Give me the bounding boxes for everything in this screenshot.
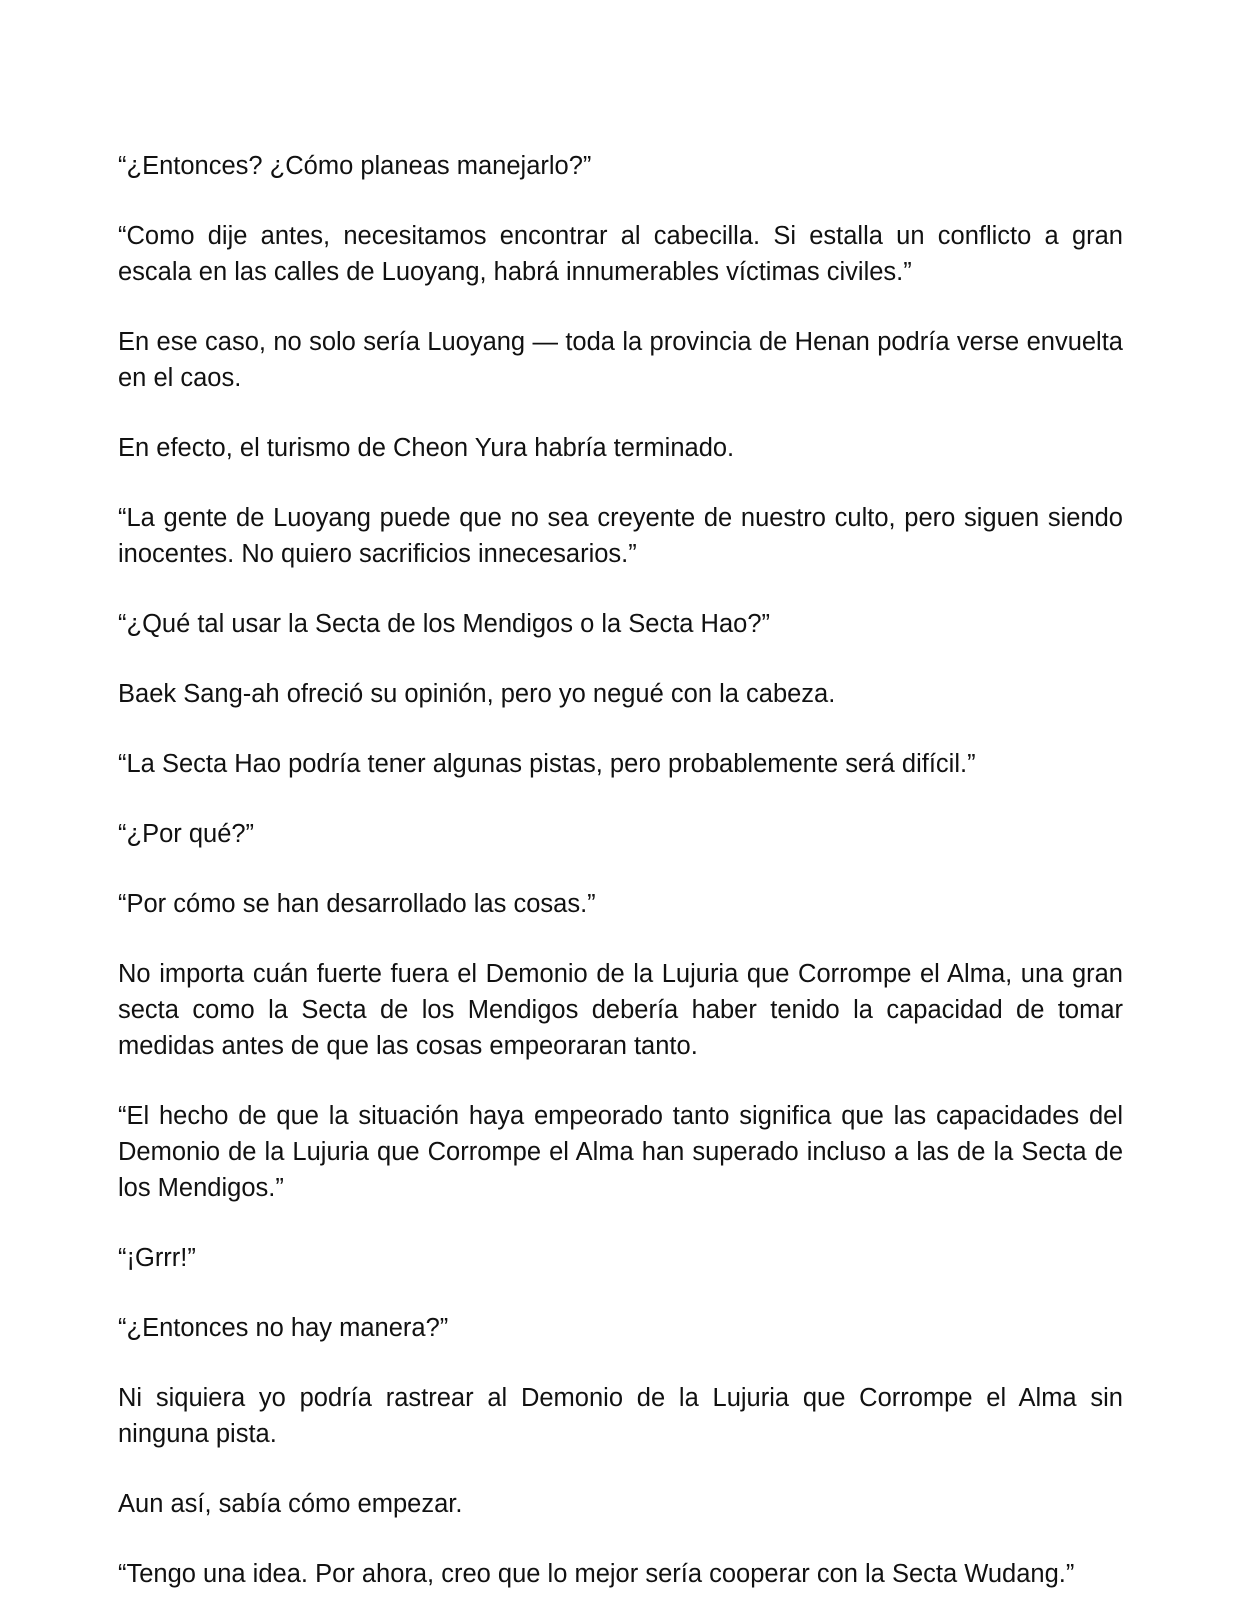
paragraph: Ni siquiera yo podría rastrear al Demonio de la Lujuria que Corrompe el Alma sin ninguna pista. [118, 1384, 1123, 1448]
paragraph: “Tengo una idea. Por ahora, creo que lo mejor sería cooperar con la Secta Wudang.” [118, 1560, 1075, 1588]
paragraph: “La Secta Hao podría tener algunas pistas, pero probablemente será difícil.” [118, 750, 976, 778]
paragraph: “La gente de Luoyang puede que no sea creyente de nuestro culto, pero siguen siendo inocentes. No quiero sacrificios innecesarios.” [118, 504, 1123, 568]
paragraph: “¿Entonces no hay manera?” [118, 1314, 449, 1342]
document-page [118, 148, 1123, 1592]
paragraph: En efecto, el turismo de Cheon Yura habría terminado. [118, 434, 735, 462]
paragraph: “Como dije antes, necesitamos encontrar al cabecilla. Si estalla un conflicto a gran escala en las calles de Luoyang, habrá innumerables víctimas civiles.” [118, 222, 1123, 286]
paragraph: “¿Por qué?” [118, 820, 255, 848]
paragraph: No importa cuán fuerte fuera el Demonio de la Lujuria que Corrompe el Alma, una gran secta como la Secta de los Mendigos debería haber tenido la capacidad de tomar medidas antes de que las cosas empeoraran tanto. [118, 960, 1123, 1060]
paragraph: “¿Qué tal usar la Secta de los Mendigos o la Secta Hao?” [118, 610, 771, 638]
paragraph: “¡Grrr!” [118, 1244, 196, 1272]
paragraph: “El hecho de que la situación haya empeorado tanto significa que las capacidades del Demonio de la Lujuria que Corrompe el Alma han superado incluso a las de la Secta de los Mendigos.” [118, 1102, 1123, 1202]
paragraph: “Por cómo se han desarrollado las cosas.” [118, 890, 596, 918]
paragraph: En ese caso, no solo sería Luoyang — toda la provincia de Henan podría verse envuelta en el caos. [118, 328, 1123, 392]
paragraph: Aun así, sabía cómo empezar. [118, 1490, 463, 1518]
paragraph: “¿Entonces? ¿Cómo planeas manejarlo?” [118, 152, 592, 180]
paragraph: Baek Sang-ah ofreció su opinión, pero yo negué con la cabeza. [118, 680, 836, 708]
